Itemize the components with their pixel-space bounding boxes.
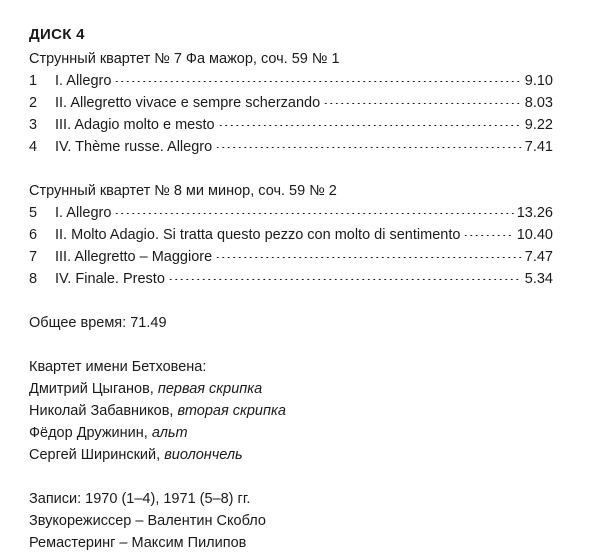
track-number: 1 bbox=[29, 73, 38, 89]
quartet-section bbox=[29, 48, 553, 158]
ensemble-member bbox=[29, 400, 553, 422]
ensemble-name: Квартет имени Бетховена: bbox=[29, 359, 207, 375]
track-row bbox=[29, 268, 553, 290]
remastering-credit: Ремастеринг – Максим Пилипов bbox=[29, 535, 247, 551]
ensemble-member bbox=[29, 422, 553, 444]
dot-leader bbox=[168, 279, 522, 280]
track-title: I. Allegro bbox=[55, 73, 112, 89]
quartet-heading: Струнный квартет № 7 Фа мажор, соч. 59 № 1 bbox=[29, 51, 340, 67]
track-number: 6 bbox=[29, 227, 38, 243]
track-row bbox=[29, 246, 553, 268]
track-title: III. Allegretto – Maggiore bbox=[55, 249, 213, 265]
track-row bbox=[29, 136, 553, 158]
member-name: Сергей Ширинский, bbox=[29, 447, 165, 463]
track-number: 8 bbox=[29, 271, 38, 287]
quartet-section bbox=[29, 180, 553, 290]
dot-leader bbox=[114, 213, 513, 214]
quartet-heading: Струнный квартет № 8 ми минор, соч. 59 № 2 bbox=[29, 183, 337, 199]
track-number: 7 bbox=[29, 249, 38, 265]
track-title: IV. Thème russe. Allegro bbox=[55, 139, 213, 155]
track-number: 3 bbox=[29, 117, 38, 133]
track-title: II. Molto Adagio. Si tratta questo pezzo con molto di sentimento bbox=[55, 227, 461, 243]
track-duration: 13.26 bbox=[516, 205, 553, 221]
spacer bbox=[29, 334, 553, 356]
track-row bbox=[29, 114, 553, 136]
total-time: Общее время: 71.49 bbox=[29, 315, 167, 331]
recording-dates: Записи: 1970 (1–4), 1971 (5–8) гг. bbox=[29, 491, 251, 507]
member-role: первая скрипка bbox=[157, 381, 263, 397]
member-role: альт bbox=[151, 425, 188, 441]
track-row bbox=[29, 92, 553, 114]
dot-leader bbox=[215, 147, 522, 148]
track-duration: 9.22 bbox=[524, 117, 553, 133]
spacer bbox=[29, 158, 553, 180]
track-duration: 7.47 bbox=[524, 249, 553, 265]
member-role: вторая скрипка bbox=[177, 403, 286, 419]
sound-engineer: Звукорежиссер – Валентин Скобло bbox=[29, 513, 266, 529]
member-name: Дмитрий Цыганов, bbox=[29, 381, 158, 397]
track-duration: 7.41 bbox=[524, 139, 553, 155]
booklet-page bbox=[29, 25, 553, 554]
track-number: 5 bbox=[29, 205, 38, 221]
credits-section bbox=[29, 488, 553, 554]
dot-leader bbox=[114, 81, 521, 82]
member-name: Фёдор Дружинин, bbox=[29, 425, 152, 441]
track-duration: 10.40 bbox=[516, 227, 553, 243]
ensemble-member bbox=[29, 378, 553, 400]
spacer bbox=[29, 466, 553, 488]
track-title: III. Adagio molto e mesto bbox=[55, 117, 215, 133]
track-row bbox=[29, 70, 553, 92]
track-number: 4 bbox=[29, 139, 38, 155]
track-number: 2 bbox=[29, 95, 38, 111]
member-name: Николай Забавников, bbox=[29, 403, 178, 419]
ensemble-section bbox=[29, 356, 553, 466]
spacer bbox=[29, 290, 553, 312]
track-title: IV. Finale. Presto bbox=[55, 271, 165, 287]
dot-leader bbox=[218, 125, 522, 126]
track-row bbox=[29, 202, 553, 224]
member-role: виолончель bbox=[164, 447, 243, 463]
track-duration: 5.34 bbox=[524, 271, 553, 287]
ensemble-member bbox=[29, 444, 553, 466]
track-title: II. Allegretto vivace e sempre scherzando bbox=[55, 95, 321, 111]
track-duration: 8.03 bbox=[524, 95, 553, 111]
track-row bbox=[29, 224, 553, 246]
dot-leader bbox=[215, 257, 522, 258]
disc-title: ДИСК 4 bbox=[29, 26, 85, 43]
track-duration: 9.10 bbox=[524, 73, 553, 89]
dot-leader bbox=[323, 103, 522, 104]
track-title: I. Allegro bbox=[55, 205, 112, 221]
dot-leader bbox=[463, 235, 513, 236]
